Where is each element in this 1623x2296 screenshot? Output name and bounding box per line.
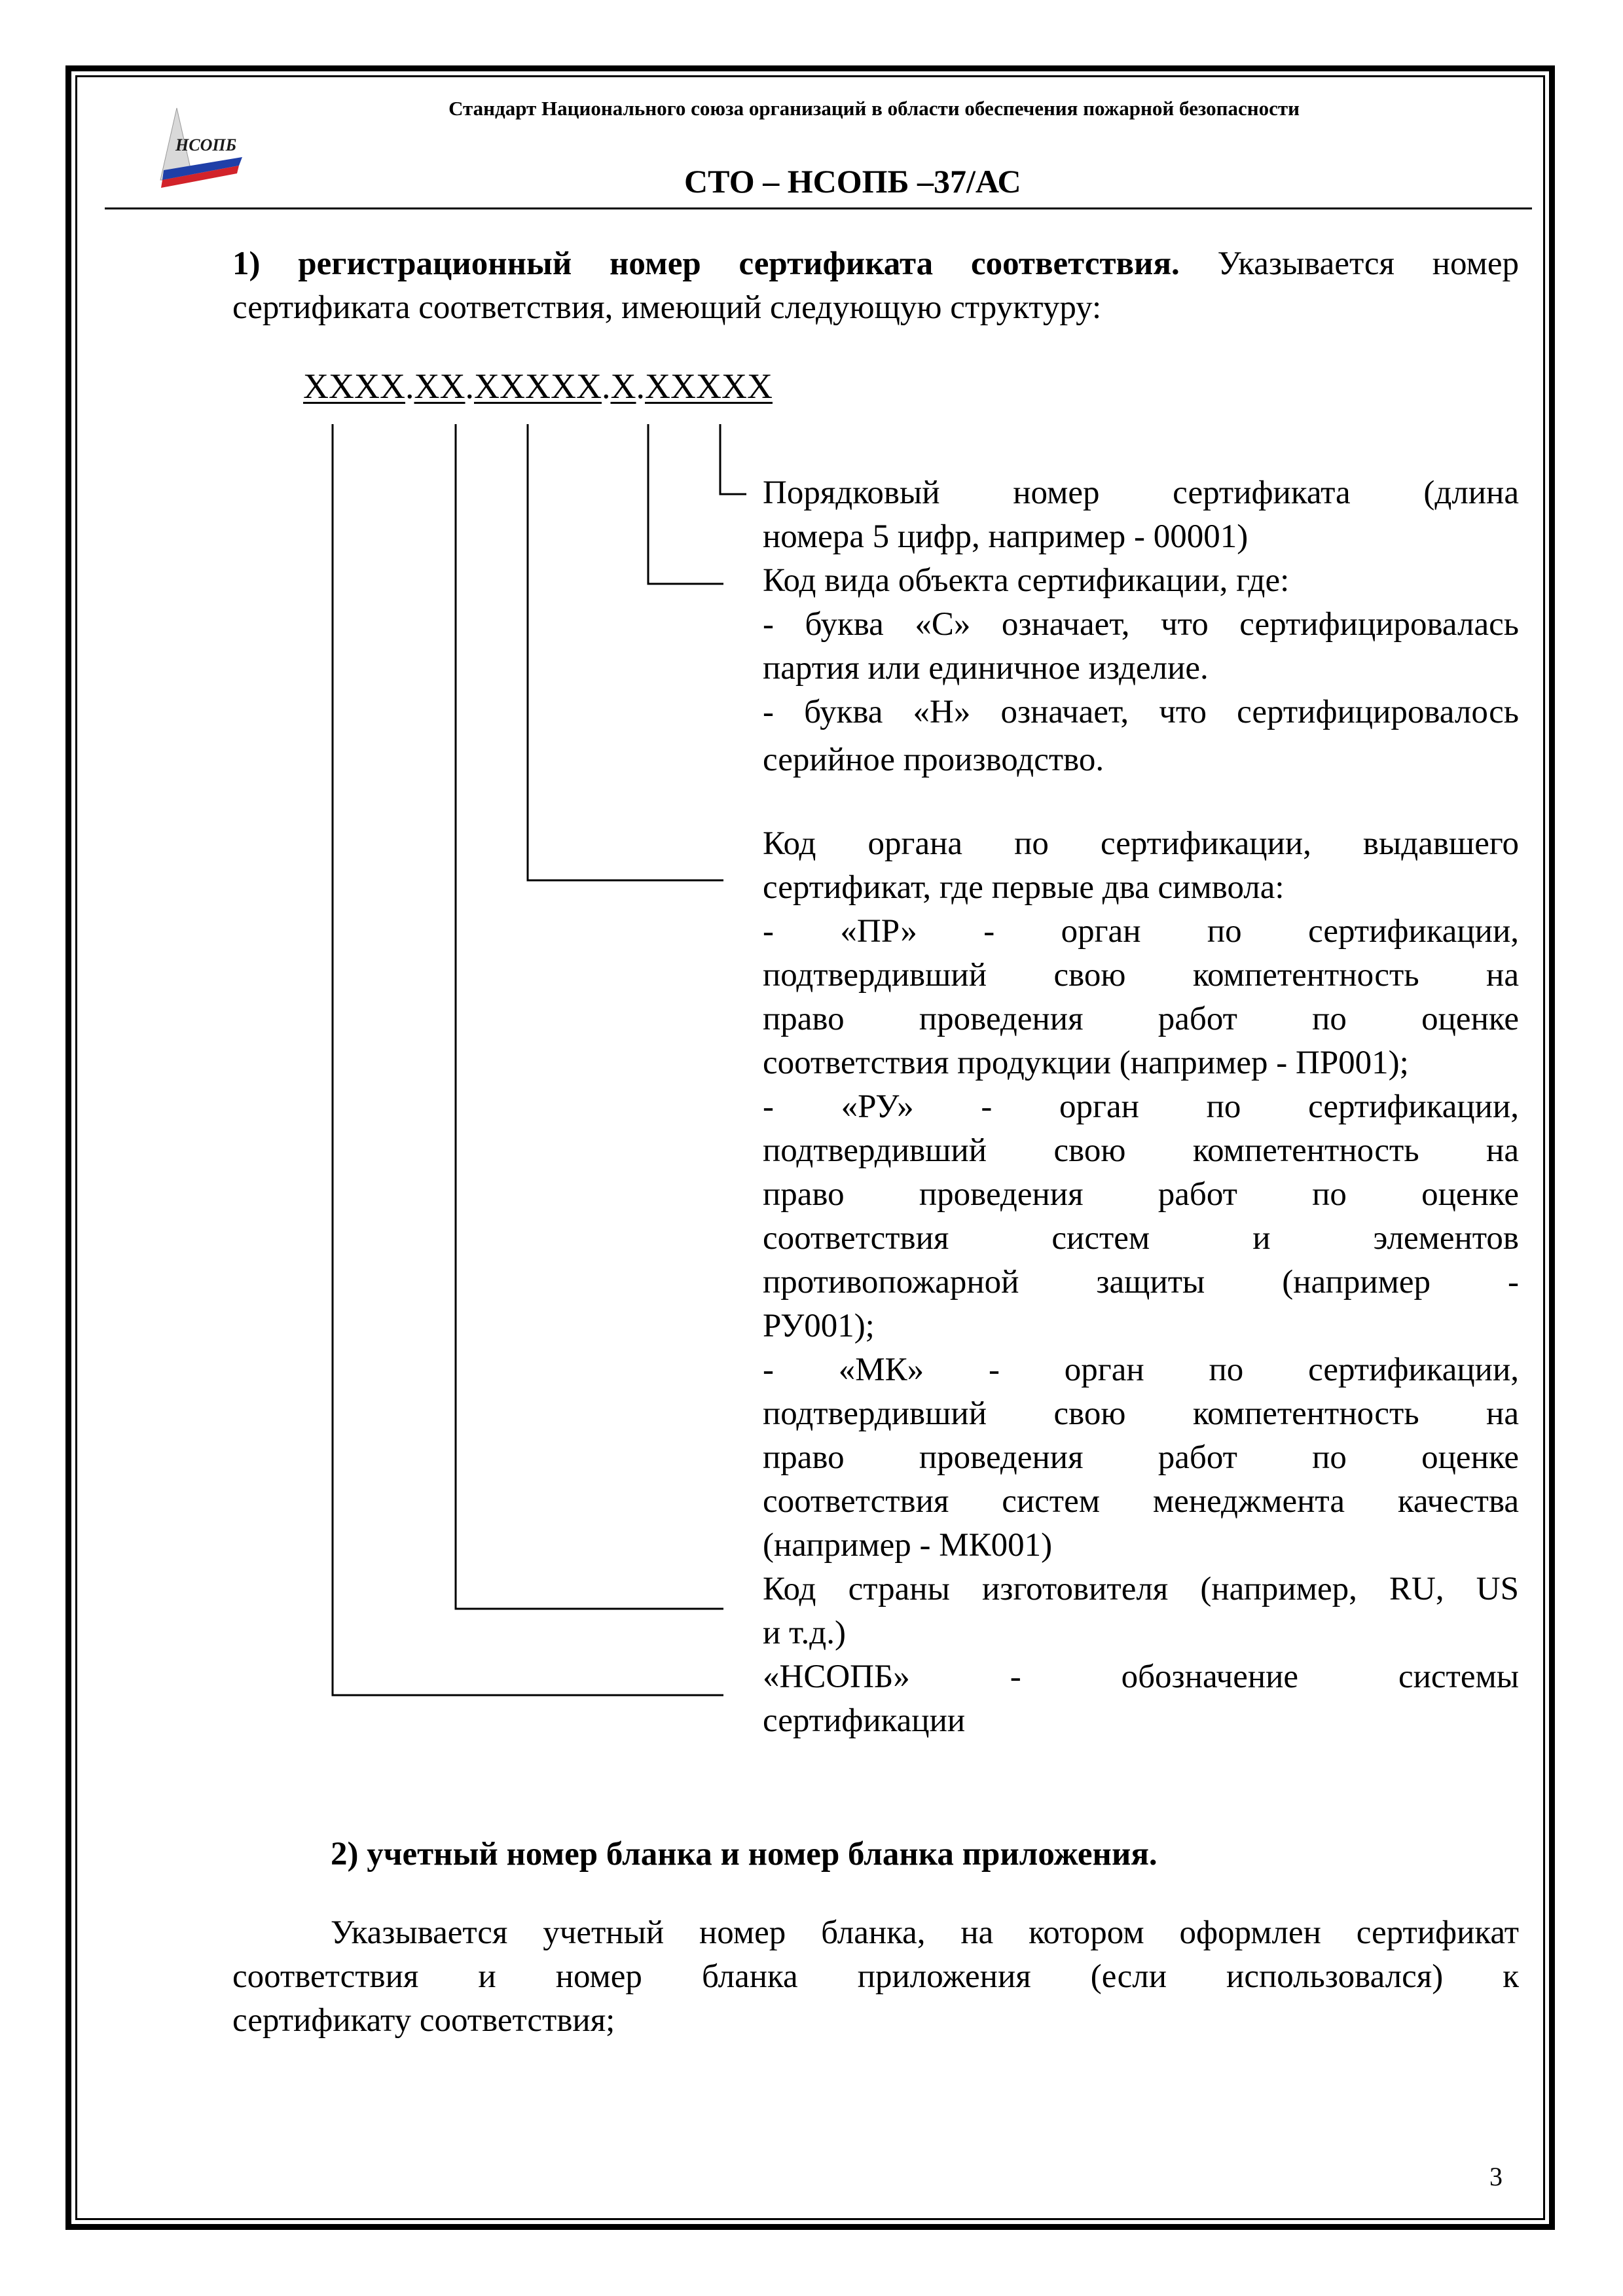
description-line: серийное производство. bbox=[763, 742, 1104, 778]
description-line: подтвердивший свою компетентность на bbox=[763, 1395, 1519, 1432]
description-line: подтвердивший свою компетентность на bbox=[763, 1132, 1519, 1169]
description-line: и т.д.) bbox=[763, 1615, 846, 1651]
description-line: соответствия систем менеджмента качества bbox=[763, 1483, 1519, 1520]
code-separator: . bbox=[636, 367, 645, 406]
code-separator: . bbox=[405, 367, 414, 406]
section1-heading-line bbox=[232, 242, 1519, 286]
description-line: РУ001); bbox=[763, 1308, 875, 1344]
code-part-body: XXXXX bbox=[474, 367, 602, 406]
description-certification-body bbox=[763, 822, 1519, 1568]
section2-para-line1: Указывается учетный номер бланка, на котором оформлен сертификат bbox=[331, 1914, 1519, 1951]
section1-intro: сертификата соответствия, имеющий следующую структуру: bbox=[232, 289, 1102, 326]
code-part-country: XX bbox=[414, 367, 465, 406]
section2-heading: 2) учетный номер бланка и номер бланка приложения. bbox=[331, 1836, 1158, 1873]
description-line: номера 5 цифр, например - 00001) bbox=[763, 518, 1249, 555]
description-line: Код органа по сертификации, выдавшего bbox=[763, 825, 1519, 862]
description-line: «НСОПБ» - обозначение системы bbox=[763, 1659, 1519, 1695]
description-line: Код вида объекта сертификации, где: bbox=[763, 562, 1290, 599]
description-line: соответствия продукции (например - ПР001); bbox=[763, 1045, 1409, 1081]
header-divider bbox=[105, 207, 1532, 209]
section2-para-line3: сертификату соответствия; bbox=[232, 2002, 615, 2039]
page-number: 3 bbox=[1489, 2162, 1503, 2191]
code-part-system: XXXX bbox=[303, 367, 405, 406]
description-line: (например - МК001) bbox=[763, 1527, 1053, 1564]
section1-heading: 1) регистрационный номер сертификата соответствия. bbox=[232, 245, 1180, 282]
description-line: Порядковый номер сертификата (длина bbox=[763, 475, 1519, 511]
description-serial bbox=[763, 471, 1519, 559]
certificate-number-structure bbox=[303, 363, 773, 409]
section1-heading-rest: Указывается номер bbox=[1217, 245, 1519, 282]
description-line: сертификат, где первые два символа: bbox=[763, 869, 1285, 906]
description-line: - «МК» - орган по сертификации, bbox=[763, 1352, 1519, 1388]
description-line: подтвердивший свою компетентность на bbox=[763, 957, 1519, 994]
description-system bbox=[763, 1655, 1519, 1743]
document-code: СТО – НСОПБ –37/АС bbox=[684, 163, 1021, 200]
description-country bbox=[763, 1568, 1519, 1655]
nsopb-logo bbox=[157, 101, 249, 193]
description-line: - буква «Н» означает, что сертифицировалось bbox=[763, 694, 1519, 730]
code-separator: . bbox=[602, 367, 611, 406]
description-line: сертификации bbox=[763, 1702, 966, 1739]
description-line: право проведения работ по оценке bbox=[763, 1439, 1519, 1476]
header-title: Стандарт Национального союза организаций в области обеспечения пожарной безопасности bbox=[448, 97, 1300, 120]
description-object bbox=[763, 559, 1519, 782]
description-line: право проведения работ по оценке bbox=[763, 1001, 1519, 1037]
code-separator: . bbox=[465, 367, 474, 406]
code-part-serial: XXXXX bbox=[645, 367, 773, 406]
code-part-object: X bbox=[610, 367, 636, 406]
description-line: - буква «С» означает, что сертифицировалась bbox=[763, 606, 1519, 643]
description-line: партия или единичное изделие. bbox=[763, 650, 1209, 687]
description-line: право проведения работ по оценке bbox=[763, 1176, 1519, 1213]
description-line: - «РУ» - орган по сертификации, bbox=[763, 1088, 1519, 1125]
section2-para-line2: соответствия и номер бланка приложения (если использовался) к bbox=[232, 1958, 1519, 1995]
logo-text: НСОПБ bbox=[175, 135, 237, 154]
description-line: соответствия систем и элементов bbox=[763, 1220, 1519, 1257]
description-line: противопожарной защиты (например - bbox=[763, 1264, 1519, 1300]
description-line: Код страны изготовителя (например, RU, US bbox=[763, 1571, 1519, 1607]
description-line: - «ПР» - орган по сертификации, bbox=[763, 913, 1519, 950]
